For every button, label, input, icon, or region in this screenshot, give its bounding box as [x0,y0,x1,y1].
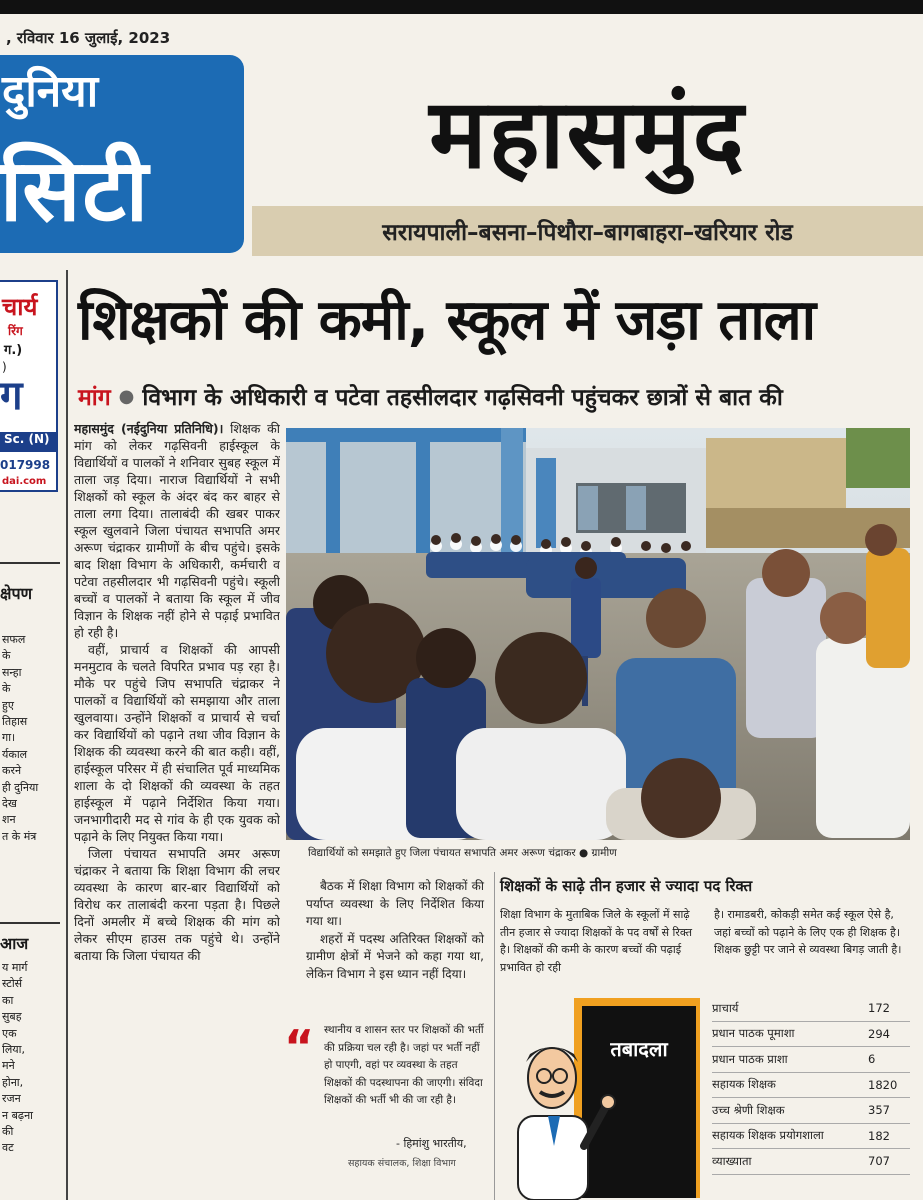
paragraph: शिक्षक की मांग को लेकर गढ़सिवनी हाईस्कूल के विद्यार्थियों व पालकों ने शनिवार सुबह स्कूल में ताला जड़ दिया। नाराज विद्यार्थियों ने सभी शिक्षकों को स्कूल के अंदर बंद कर बाहर से ताला लगा दिया। तालाबंदी की खबर पाकर स्कूल खुलवाने जिला पंचायत सभापति अमर अरूण चंद्राकर ग्रामीणों के बीच पहुंचे। इसके बाद शिक्षा विभाग के अधिकारी, कर्मचारी व पटेवा तहसीलदार भी गढ़सिवनी पहुंचे। स्कूली बच्चों व पालकों ने बताया कि स्कूल में जीव विज्ञान के शिक्षक नहीं होने से पढ़ाई प्रभावित हो रही है। [74,421,280,640]
brief-line: लिया, [2,1043,26,1057]
vacancy-box-text-2: है। रामाडबरी, कोकड़ी समेत कई स्कूल ऐसे है, जहां बच्चों को पढ़ाने के लिए एक ही शिक्षक है। शिक्षक छुट्टी पर जाने से व्यवस्था बिगड़ जाती है। [714,908,902,956]
ad-line: dai.com [2,476,47,487]
article-continuation [306,878,484,1018]
brief-line: य मार्ग [2,961,28,974]
vacancy-count: 357 [868,1103,890,1118]
vacancy-box-text-1: शिक्षा विभाग के मुताबिक जिले के स्कूलों में साढ़े तीन हजार से ज्यादा शिक्षकों के पद वर्षों से रिक्त है। शिक्षकों की कमी के कारण बच्चों की पढ़ाई प्रभावित हो रही [500,908,693,974]
brief-line: सुबह [2,1010,22,1024]
logo-line-1: दुनिया [2,66,99,117]
newspaper-logo [0,55,244,253]
post-name: सहायक शिक्षक [712,1077,776,1092]
vacancy-count: 172 [868,1001,890,1016]
table-row [712,1022,910,1048]
post-name: प्राचार्य [712,1000,739,1015]
table-row [712,1098,910,1124]
city-name: महासमुंद [429,76,746,190]
column-divider [66,270,68,1200]
dateline: , रविवार 16 जुलाई, 2023 [6,29,171,47]
brief-line: सफल [2,633,26,646]
board-text: तबादला [610,1037,668,1061]
ad-line: चार्य [2,293,38,321]
ad-line: 017998 [0,458,51,472]
vacancy-table [712,996,910,1175]
table-row [712,1149,910,1175]
table-row [712,1073,910,1099]
paragraph: जिला पंचायत सभापति अमर अरूण चंद्राकर ने बताया कि शिक्षा विभाग की लचर व्यवस्था के कारण बार-बार विद्यार्थियों को विरोध कर तालाबंदी करना पड़ता है। पिछले दिनों अमलीर में बच्चे शिक्षक की मांग को लेकर सीएम हाउस तक पहुंचे थे। उन्होंने बताया कि जिला पंचायत की [74,846,280,963]
brief-line: त के मंत्र [2,829,37,843]
brief-line: गा। [2,731,16,745]
post-name: प्रधान पाठक पूमाशा [712,1026,795,1041]
vacancy-count: 182 [868,1128,890,1143]
divider [0,922,60,924]
official-quote [284,1018,484,1188]
brief-line: एक [2,1026,17,1040]
headline-text: शिक्षकों की कमी, स्कूल में जड़ा ताला [78,288,816,353]
post-name: प्रधान पाठक प्राशा [712,1051,788,1066]
advertisement [0,280,58,492]
photo-caption: विद्यार्थियों को समझाते हुए जिला पंचायत सभापति अमर अरूण चंद्राकर ● ग्रामीण [308,847,617,859]
quote-text: स्थानीय व शासन स्तर पर शिक्षकों की भर्ती की प्रक्रिया चल रही है। जहां पर भर्ती नहीं हो पाएगी, वहां पर व्यवस्था के तहत शिक्षकों की पदस्थापना की जाएगी। संविदा शिक्षकों की भर्ती भी की जा रही है। [324,1024,484,1106]
ad-line: रिंग [8,324,23,338]
brief-line: ही दुनिया [2,780,39,794]
brief-line: रजन [2,1092,21,1106]
table-row [712,1047,910,1073]
brief-line: सन्हा [2,665,22,679]
byline: महासमुंद (नईदुनिया प्रतिनिधि)। [74,421,224,436]
table-row [712,1124,910,1150]
brief-text-2 [2,960,33,1157]
brief-line: तिहास [2,715,28,729]
deck-text: विभाग के अधिकारी व पटेवा तहसीलदार गढ़सिवनी पहुंचकर छात्रों से बात की [142,385,783,411]
divider [0,562,60,564]
subcities-band: सरायपाली–बसना–पिथौरा–बागबाहरा–खरियार रोड [252,206,923,256]
brief-line: न बढ़ना [2,1108,34,1122]
vacancy-count: 294 [868,1026,890,1041]
paragraph: वहीं, प्राचार्य व शिक्षकों की आपसी मनमुटाव के चलते विपरित प्रभाव पड़ रहा है। मौके पर पहुंचे जिप सभापति चंद्राकर ने पालकों व विद्यार्थियों को समझाया और ताला खुलवाया। उन्होंने शिक्षकों व प्राचार्य से चर्चा कर विद्यार्थियों को पढ़ाने तथा जीव विज्ञान के शिक्षक की व्यवस्था करने की बात कही। वहीं, हाईस्कूल परिसर में ही संचालित पूर्व माध्यमिक शाला के दो शिक्षकों की व्यवस्था के तहत हाईस्कूल में पढ़ाने निर्देशित किया गया। जनभागीदारी मद से गांव के ही एक युवक को पढ़ाने के लिए नियुक्त किया गया। [74,642,280,844]
news-photo [286,428,910,840]
deck-tag: मांग [78,385,111,411]
paragraph: शहरों में पदस्थ अतिरिक्त शिक्षकों को ग्रामीण क्षेत्रों में भेजने को कहा गया था, लेकिन विभाग ने इस ध्यान नहीं दिया। [306,931,484,981]
post-name: उच्च श्रेणी शिक्षक [712,1102,785,1117]
column-divider [494,872,495,1200]
brief-line: शन [2,813,16,827]
brief-text-1 [2,632,38,845]
quote-name: - हिमांशु भारतीय, [396,1137,467,1150]
brief-line: हुए [2,698,14,712]
brief-line: करने [2,764,22,778]
vacancy-count: 707 [868,1154,890,1169]
brief-line: की [2,1125,14,1139]
bullet-icon: ● [118,385,135,407]
ad-line: ग.) [4,343,23,358]
cartoon-illustration [500,996,704,1200]
school-crowd-photo [286,428,910,840]
brief-line: देख [2,797,17,811]
city-title [252,55,923,205]
quote-icon: “ [284,1020,315,1074]
brief-line: स्टोर्स [2,977,23,991]
brief-line: वट [2,1141,14,1155]
left-column [0,262,60,1200]
top-dark-border [0,0,923,14]
logo-line-2: सिटी [0,141,151,241]
brief-heading-1: क्षेपण [0,584,33,603]
brief-line: के [2,649,11,663]
ad-line: ग [0,373,23,419]
brief-line: के [2,682,11,696]
deck-line [78,378,923,414]
article-body [74,420,280,1200]
ad-line: Sc. (N) [0,432,58,452]
ad-line: ) [2,360,7,374]
vacancy-count: 1820 [868,1077,898,1092]
brief-line: होना, [2,1075,24,1089]
vacancy-count: 6 [868,1052,876,1067]
teacher-cartoon [500,996,704,1200]
post-name: व्याख्याता [712,1153,752,1168]
table-row [712,996,910,1022]
main-headline [78,270,923,366]
post-name: सहायक शिक्षक प्रयोगशाला [712,1128,824,1143]
brief-line: र्यकाल [2,747,28,761]
vacancy-box-title: शिक्षकों के साढ़े तीन हजार से ज्यादा पद रिक्त [500,877,753,895]
brief-line: का [2,993,14,1007]
brief-line: मने [2,1059,15,1073]
paragraph: बैठक में शिक्षा विभाग को शिक्षकों की पर्याप्त व्यवस्था के लिए निर्देशित किया गया था। [306,879,484,928]
brief-heading-2: आज [0,934,29,953]
quote-role: सहायक संचालक, शिक्षा विभाग [348,1158,456,1169]
